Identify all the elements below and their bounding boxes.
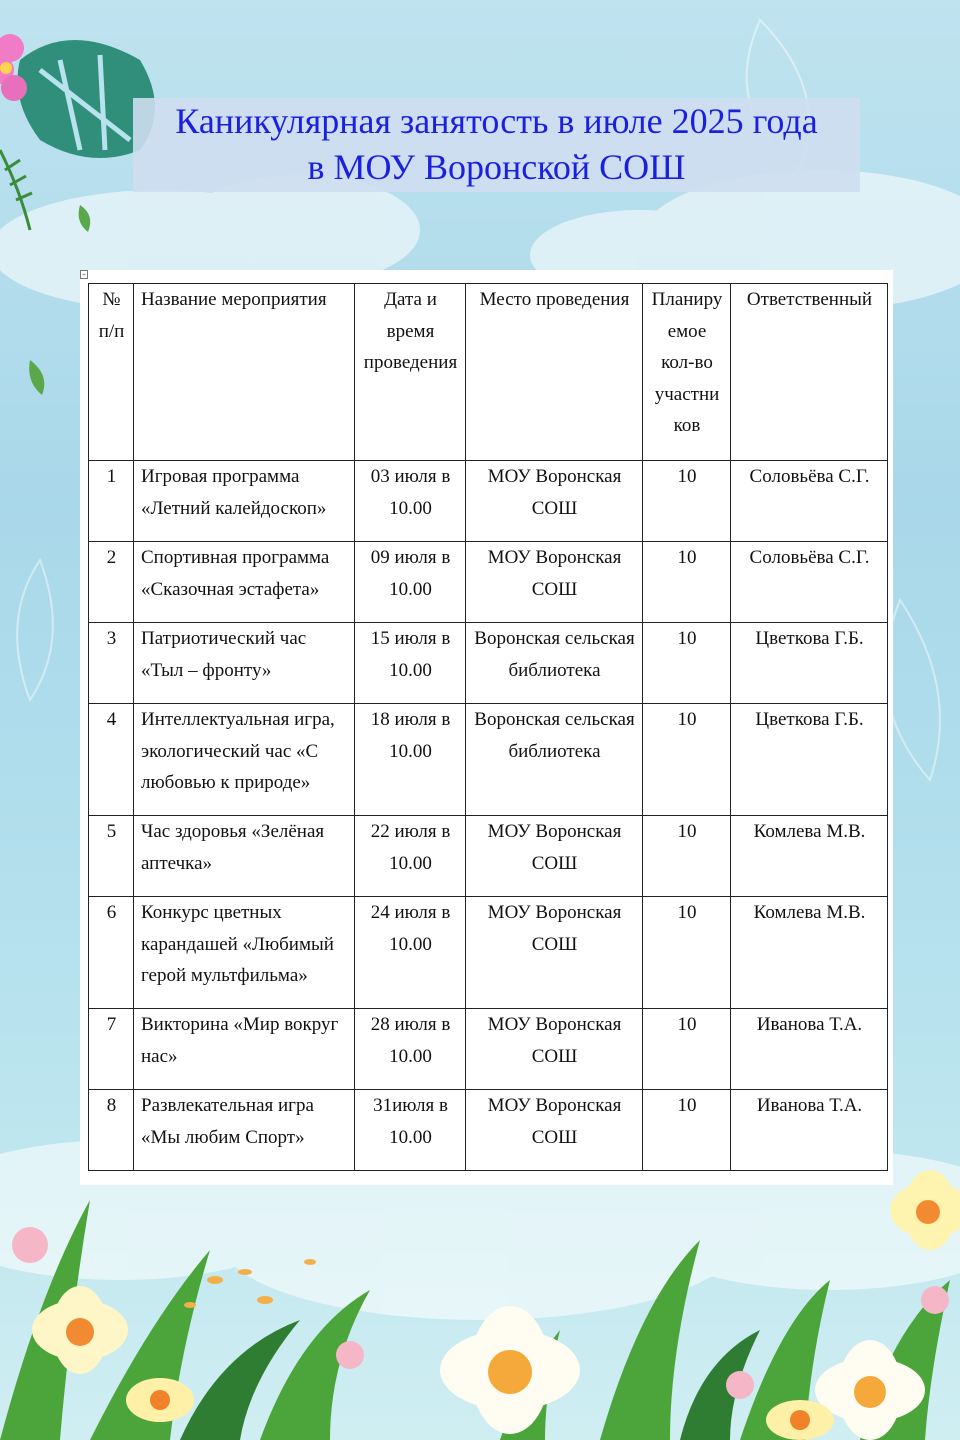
- cell-responsible: Иванова Т.А.: [731, 1009, 888, 1090]
- cell-responsible: Комлева М.В.: [731, 816, 888, 897]
- cell-date: 22 июля в 10.00: [355, 816, 466, 897]
- cell-event: Развлекательная игра «Мы любим Спорт»: [134, 1090, 355, 1171]
- cell-planned: 10: [643, 542, 731, 623]
- cell-place: Воронская сельская библиотека: [466, 704, 643, 816]
- cell-planned: 10: [643, 623, 731, 704]
- header-date: Дата и время проведения: [355, 284, 466, 461]
- table-row: [89, 816, 888, 897]
- cell-responsible: Иванова Т.А.: [731, 1090, 888, 1171]
- cell-event: Конкурс цветных карандашей «Любимый герой мультфильма»: [134, 897, 355, 1009]
- cell-responsible: Цветкова Г.Б.: [731, 704, 888, 816]
- table-row: [89, 623, 888, 704]
- cell-planned: 10: [643, 704, 731, 816]
- cell-place: Воронская сельская библиотека: [466, 623, 643, 704]
- cell-planned: 10: [643, 897, 731, 1009]
- page-title: [133, 98, 860, 192]
- cell-date: 31июля в 10.00: [355, 1090, 466, 1171]
- cell-date: 09 июля в 10.00: [355, 542, 466, 623]
- cell-num: 4: [89, 704, 134, 816]
- cell-planned: 10: [643, 816, 731, 897]
- cell-place: МОУ Воронская СОШ: [466, 542, 643, 623]
- cell-date: 15 июля в 10.00: [355, 623, 466, 704]
- title-line-1: Каникулярная занятость в июле 2025 года: [175, 101, 818, 141]
- events-table: [88, 283, 888, 1171]
- cell-num: 8: [89, 1090, 134, 1171]
- cell-responsible: Комлева М.В.: [731, 897, 888, 1009]
- title-line-2: в МОУ Воронской СОШ: [307, 147, 686, 187]
- header-responsible: Ответственный: [731, 284, 888, 461]
- header-place: Место проведения: [466, 284, 643, 461]
- table-row: [89, 897, 888, 1009]
- cell-num: 7: [89, 1009, 134, 1090]
- table-row: [89, 1009, 888, 1090]
- cell-date: 18 июля в 10.00: [355, 704, 466, 816]
- cell-place: МОУ Воронская СОШ: [466, 816, 643, 897]
- cell-event: Спортивная программа «Сказочная эстафета»: [134, 542, 355, 623]
- cell-responsible: Соловьёва С.Г.: [731, 461, 888, 542]
- header-num: № п/п: [89, 284, 134, 461]
- cell-responsible: Соловьёва С.Г.: [731, 542, 888, 623]
- white-flower-icon: [440, 1306, 580, 1434]
- fern-leaf-icon: [0, 150, 32, 230]
- cell-planned: 10: [643, 1009, 731, 1090]
- cell-place: МОУ Воронская СОШ: [466, 1090, 643, 1171]
- cell-num: 1: [89, 461, 134, 542]
- cell-num: 5: [89, 816, 134, 897]
- table-row: [89, 461, 888, 542]
- cell-event: Интеллектуальная игра, экологический час «С любовью к природе»: [134, 704, 355, 816]
- cell-date: 24 июля в 10.00: [355, 897, 466, 1009]
- cell-place: МОУ Воронская СОШ: [466, 1009, 643, 1090]
- cell-planned: 10: [643, 461, 731, 542]
- cell-num: 2: [89, 542, 134, 623]
- table-row: [89, 1090, 888, 1171]
- cell-date: 28 июля в 10.00: [355, 1009, 466, 1090]
- table-row: [89, 704, 888, 816]
- cell-responsible: Цветкова Г.Б.: [731, 623, 888, 704]
- cell-num: 6: [89, 897, 134, 1009]
- cell-planned: 10: [643, 1090, 731, 1171]
- cell-event: Патриотический час «Тыл – фронту»: [134, 623, 355, 704]
- cell-num: 3: [89, 623, 134, 704]
- cell-event: Игровая программа «Летний калейдоскоп»: [134, 461, 355, 542]
- cell-date: 03 июля в 10.00: [355, 461, 466, 542]
- cell-event: Викторина «Мир вокруг нас»: [134, 1009, 355, 1090]
- table-move-handle[interactable]: +: [80, 270, 88, 279]
- header-planned: Планиру емое кол-во участни ков: [643, 284, 731, 461]
- cell-place: МОУ Воронская СОШ: [466, 461, 643, 542]
- cell-place: МОУ Воронская СОШ: [466, 897, 643, 1009]
- cell-event: Час здоровья «Зелёная аптечка»: [134, 816, 355, 897]
- table-header-row: [89, 284, 888, 461]
- table-row: [89, 542, 888, 623]
- header-event: Название мероприятия: [134, 284, 355, 461]
